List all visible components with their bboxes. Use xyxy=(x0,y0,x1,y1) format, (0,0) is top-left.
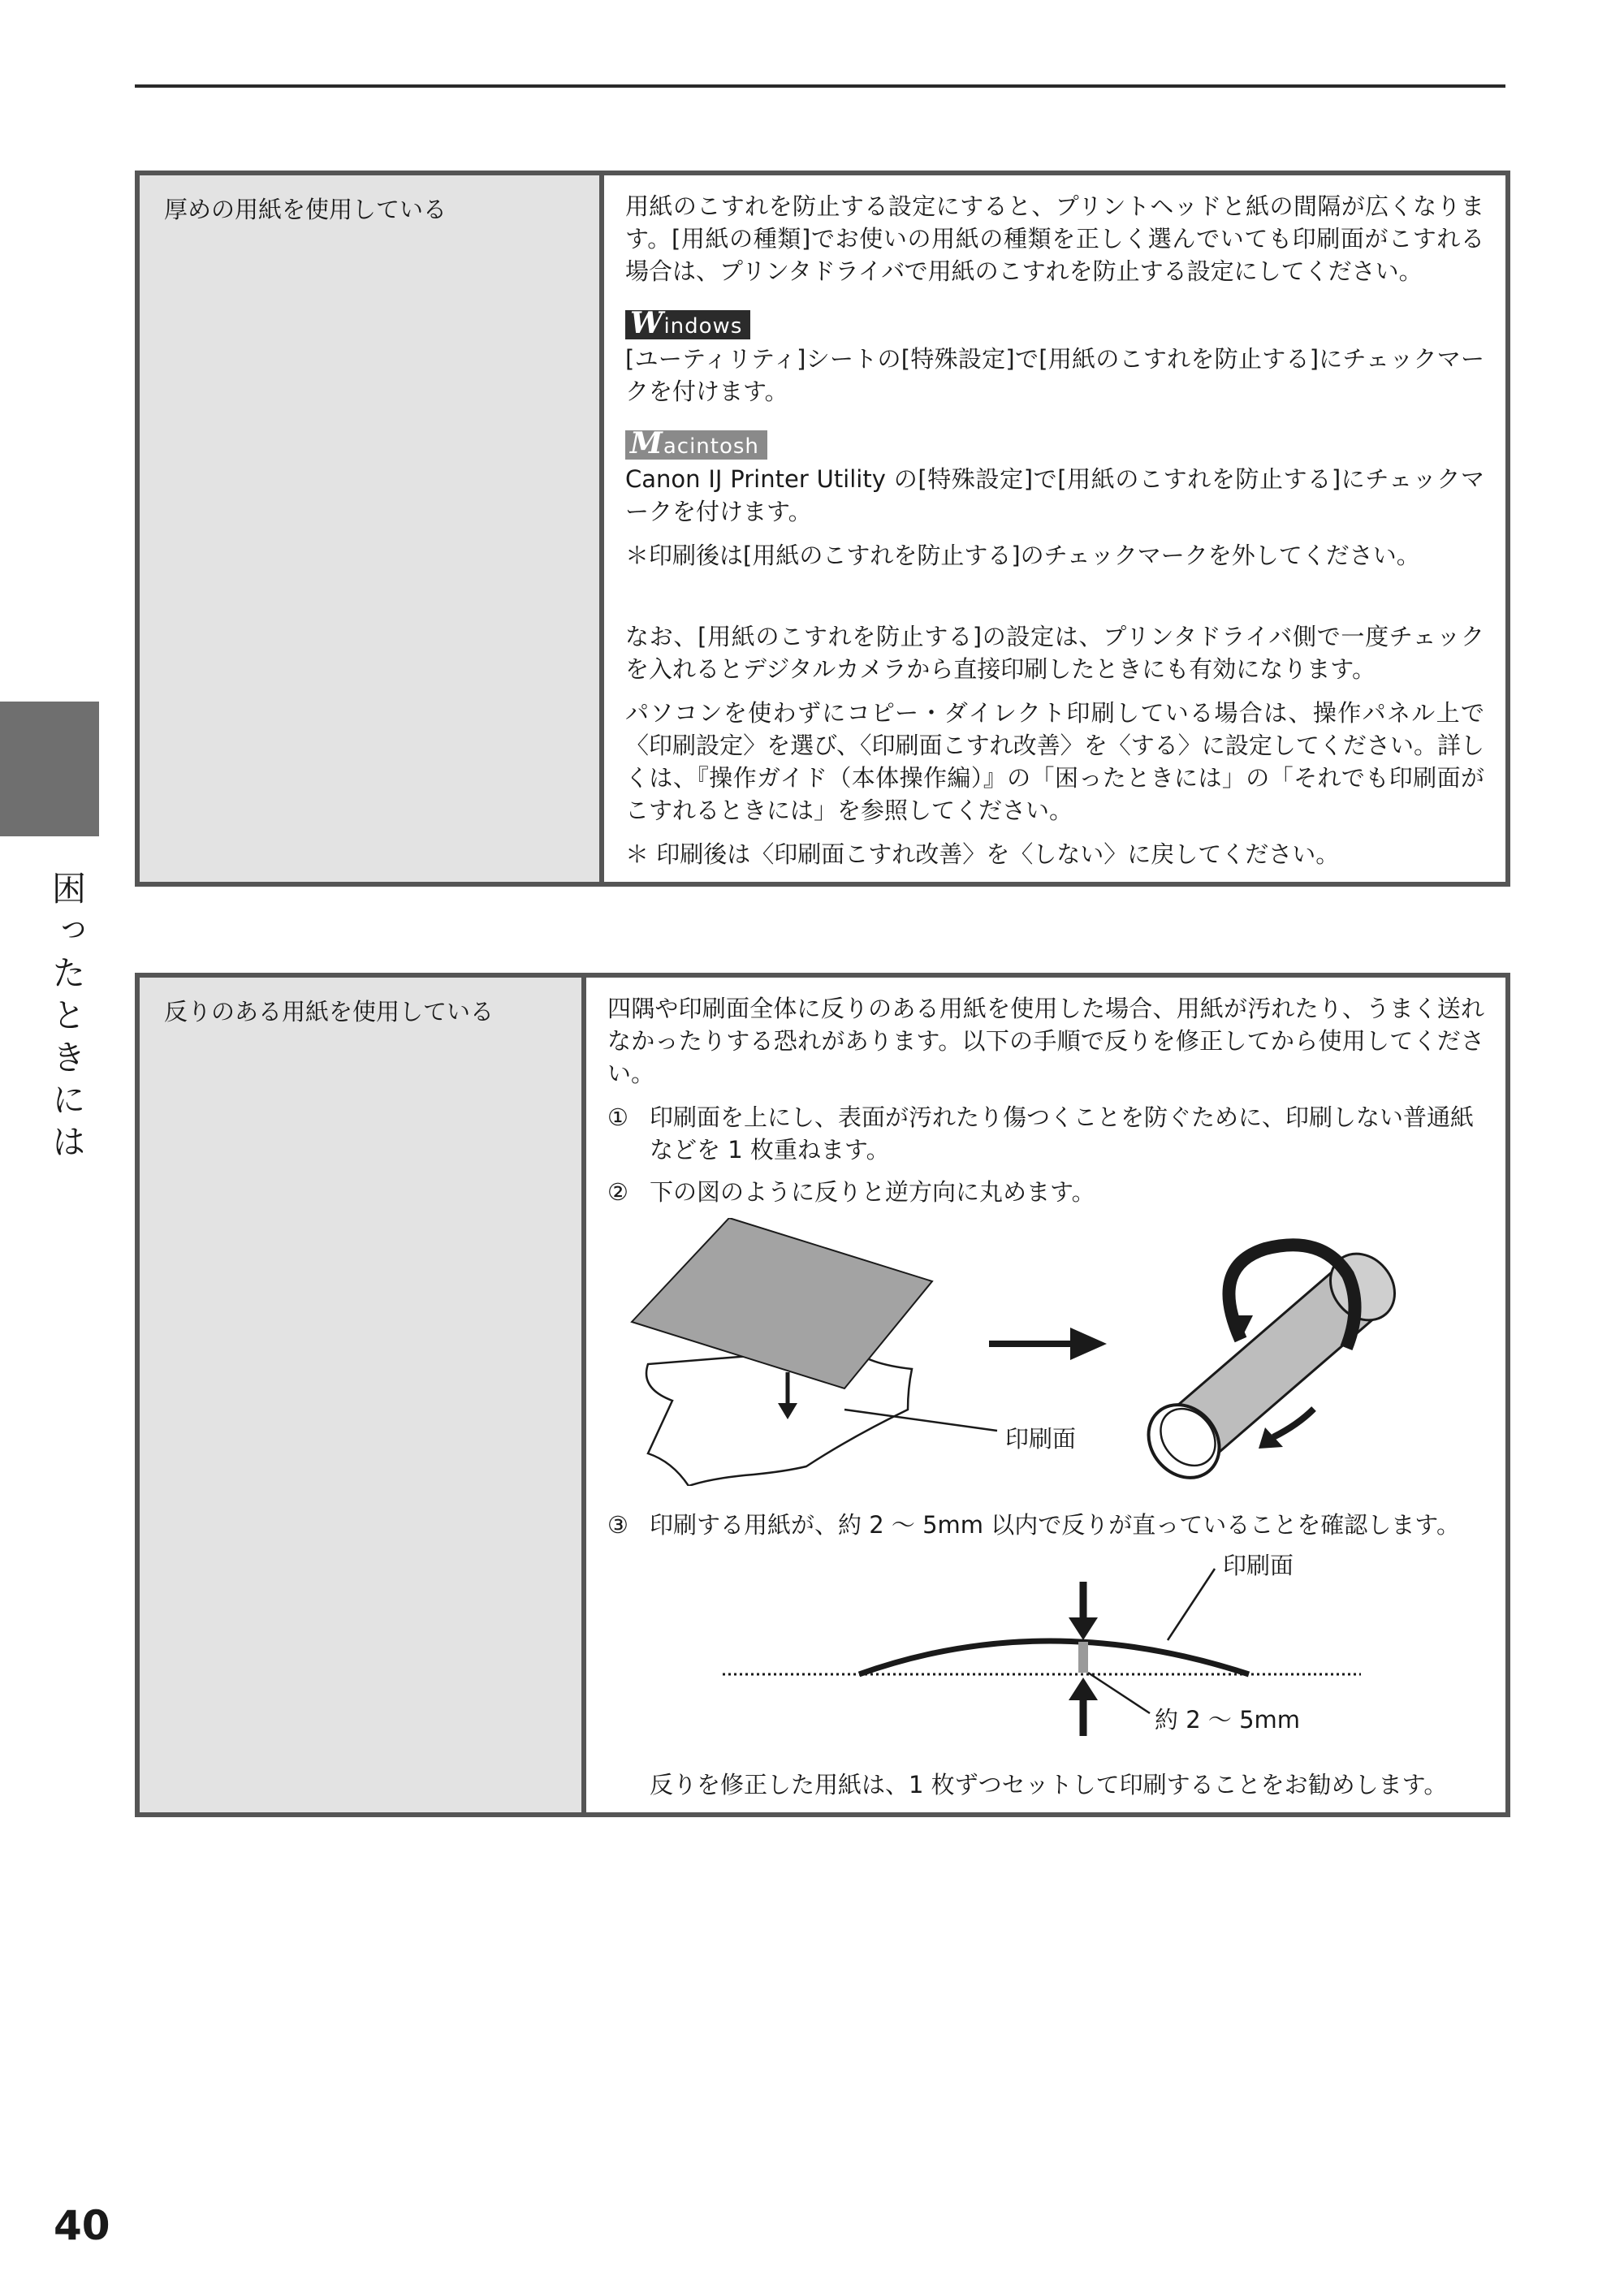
cause-cell xyxy=(140,175,604,882)
right-arrow-icon xyxy=(1070,1328,1107,1360)
gap-size-label: 約 2 〜 5mm xyxy=(1155,1706,1301,1734)
curl-arrow-shaft xyxy=(1273,1409,1314,1437)
top-arrow-icon xyxy=(1069,1617,1098,1640)
list-item xyxy=(607,1176,1484,1208)
step-number: ② xyxy=(607,1178,628,1206)
step-text: 印刷する用紙が、約 2 〜 5mm 以内で反りが直っていることを確認します。 xyxy=(650,1511,1460,1539)
chapter-tab xyxy=(0,702,99,836)
header-rule xyxy=(135,84,1505,88)
list-item xyxy=(607,1509,1484,1541)
step-number: ① xyxy=(607,1103,628,1131)
direct-copy-instructions: パソコンを使わずにコピー・ダイレクト印刷している場合は、操作パネル上で〈印刷設定〉を選び、〈印刷面こすれ改善〉を〈する〉に設定してください。詳しくは、『操作ガイド（本体操作編）』の「困ったときには」の「それでも印刷面がこすれるときには」を参照してください。 xyxy=(625,699,1484,824)
direct-copy-note: ＊ 印刷後は〈印刷面こすれ改善〉を〈しない〉に戻してください。 xyxy=(625,840,1340,868)
chapter-title: 困ったときには xyxy=(47,870,87,1166)
windows-instructions: [ユーティリティ]シートの[特殊設定]で[用紙のこすれを防止する]にチェックマークを付けます。 xyxy=(625,345,1484,405)
camera-note: なお、[用紙のこすれを防止する]の設定は、プリンタドライバ側で一度チェックを入れるとデジタルカメラから直接印刷したときにも有効になります。 xyxy=(625,623,1484,683)
cause-cell xyxy=(140,978,586,1812)
trouble-row-curled-paper xyxy=(135,973,1510,1817)
cause-text: 厚めの用紙を使用している xyxy=(164,196,447,223)
trouble-row-thick-paper xyxy=(135,171,1510,887)
macintosh-badge xyxy=(625,426,767,460)
gap-marker xyxy=(1078,1642,1088,1673)
curl-correction-illustration xyxy=(607,1218,1484,1486)
cause-text: 反りのある用紙を使用している xyxy=(164,998,495,1026)
macintosh-badge-cap: M xyxy=(630,426,663,460)
curled-paper-curve xyxy=(859,1641,1249,1674)
bottom-arrow-icon xyxy=(1069,1678,1098,1700)
macintosh-note: ＊印刷後は[用紙のこすれを防止する]のチェックマークを外してください。 xyxy=(625,542,1420,569)
closing-note: 反りを修正した用紙は、1 枚ずつセットして印刷することをお勧めします。 xyxy=(650,1771,1448,1799)
solution-intro: 用紙のこすれを防止する設定にすると、プリントヘッドと紙の間隔が広くなります。[用紙の種類]でお使いの用紙の種類を正しく選んでいても印刷面がこすれる場合は、プリンタドライバで用紙のこすれを防止する設定にしてください。 xyxy=(625,192,1484,285)
page-number: 40 xyxy=(54,2202,110,2249)
windows-badge xyxy=(625,306,750,340)
printed-side-label: 印刷面 xyxy=(1223,1552,1294,1579)
windows-badge-cap: W xyxy=(630,306,664,340)
printed-side-label: 印刷面 xyxy=(1005,1425,1077,1453)
bottom-label-leader xyxy=(1088,1673,1150,1713)
solution-intro: 四隅や印刷面全体に反りのある用紙を使用した場合、用紙が汚れたり、うまく送れなかったりする恐れがあります。以下の手順で反りを修正してから使用してください。 xyxy=(607,995,1484,1087)
macintosh-instructions: Canon IJ Printer Utility の[特殊設定]で[用紙のこすれを防止する]にチェックマークを付けます。 xyxy=(625,465,1484,525)
solution-cell xyxy=(586,978,1505,1812)
windows-badge-label: indows xyxy=(663,314,743,339)
steps-list xyxy=(607,1101,1484,1208)
steps-list-continued xyxy=(607,1509,1484,1541)
solution-cell xyxy=(604,175,1505,882)
list-item xyxy=(607,1101,1484,1166)
step-text: 下の図のように反りと逆方向に丸めます。 xyxy=(650,1178,1095,1206)
step-number: ③ xyxy=(607,1511,628,1539)
step-text: 印刷面を上にし、表面が汚れたり傷つくことを防ぐために、印刷しない普通紙などを 1 枚重ねます。 xyxy=(650,1103,1475,1164)
macintosh-badge-label: acintosh xyxy=(663,434,759,459)
top-label-leader xyxy=(1168,1569,1215,1640)
curl-check-diagram xyxy=(607,1551,1484,1754)
